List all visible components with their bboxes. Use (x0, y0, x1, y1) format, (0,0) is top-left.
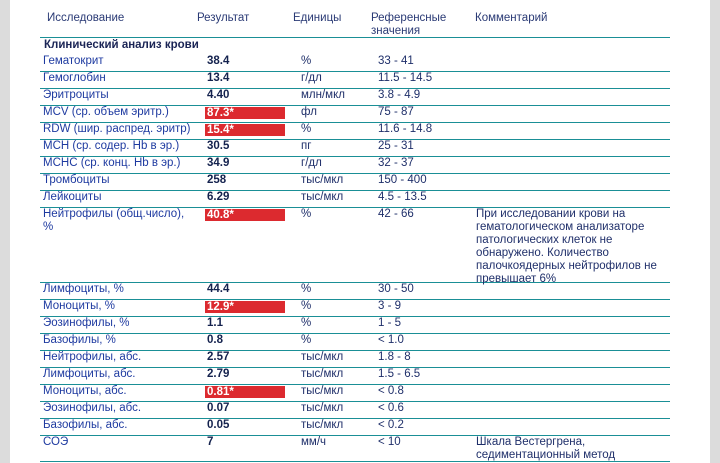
table-header (10, 12, 710, 38)
table-row (40, 367, 670, 385)
units: % (301, 334, 312, 346)
abnormal-result-value: 0.81* (205, 386, 285, 398)
lab-report-sheet (10, 0, 710, 463)
table-row (40, 139, 670, 157)
left-edge (0, 0, 10, 463)
result-value: 30.5 (207, 140, 230, 152)
table-row (40, 173, 670, 191)
test-name: Гематокрит (43, 55, 104, 67)
result-value: 2.57 (207, 351, 230, 363)
table-row (40, 88, 670, 106)
result-value: 258 (207, 174, 227, 186)
col-header-test: Исследование (47, 12, 125, 24)
test-name: Эозинофилы, % (43, 317, 130, 329)
reference-range: < 0.2 (378, 419, 404, 431)
reference-range: 11.5 - 14.5 (378, 72, 433, 84)
right-edge (710, 0, 720, 463)
reference-range: 42 - 66 (378, 208, 414, 220)
bottom-rule (40, 461, 670, 462)
reference-range: 25 - 31 (378, 140, 414, 152)
test-name: СОЭ (43, 436, 69, 448)
result-value: 7 (207, 436, 214, 448)
test-name: RDW (шир. распред. эритр) (43, 123, 191, 135)
result-value: 4.40 (207, 89, 230, 101)
table-row (40, 418, 670, 436)
units: тыс/мкл (301, 419, 344, 431)
reference-range: < 0.6 (378, 402, 404, 414)
units: тыс/мкл (301, 385, 344, 397)
result-value: 13.4 (207, 72, 230, 84)
units: % (301, 208, 312, 220)
units: млн/мкл (301, 89, 345, 101)
test-name: Нейтрофилы, абс. (43, 351, 142, 363)
reference-range: < 0.8 (378, 385, 404, 397)
table-row (40, 384, 670, 402)
result-value: 44.4 (207, 283, 230, 295)
units: пг (301, 140, 312, 152)
test-name: Тромбоциты (43, 174, 110, 186)
test-name: Нейтрофилы (общ.число), % (43, 208, 185, 233)
reference-range: 1.5 - 6.5 (378, 368, 421, 380)
table-row (40, 156, 670, 174)
abnormal-result-value: 15.4* (205, 124, 285, 136)
result-value: 0.8 (207, 334, 223, 346)
reference-range: 150 - 400 (378, 174, 427, 186)
abnormal-result-value: 87.3* (205, 107, 285, 119)
test-name: Лейкоциты (43, 191, 102, 203)
units: % (301, 55, 312, 67)
test-name: MCH (ср. содер. Hb в эр.) (43, 140, 180, 152)
reference-range: < 1.0 (378, 334, 404, 346)
col-header-result: Результат (197, 12, 250, 24)
reference-range: 11.6 - 14.8 (378, 123, 433, 135)
units: тыс/мкл (301, 351, 344, 363)
test-name: Моноциты, абс. (43, 385, 127, 397)
reference-range: 30 - 50 (378, 283, 414, 295)
reference-range: < 10 (378, 436, 401, 448)
col-header-units: Единицы (293, 12, 342, 24)
test-name: Эритроциты (43, 89, 109, 101)
table-row (40, 105, 670, 123)
table-row (40, 401, 670, 419)
reference-range: 3.8 - 4.9 (378, 89, 421, 101)
test-name: Базофилы, % (43, 334, 116, 346)
result-value: 0.07 (207, 402, 230, 414)
units: фл (301, 106, 317, 118)
table-row (40, 190, 670, 208)
comment: При исследовании крови на гематологическом анализаторе патологических клеток не обнаружено. Количество палочкоядерных нейтрофилов не превышает 6% (476, 208, 657, 285)
col-header-reference: Референсные значения (371, 12, 447, 37)
test-name: Гемоглобин (43, 72, 106, 84)
reference-range: 4.5 - 13.5 (378, 191, 427, 203)
table-row (40, 122, 670, 140)
abnormal-result-value: 40.8* (205, 209, 285, 221)
header-rule (40, 37, 670, 38)
reference-range: 3 - 9 (378, 300, 402, 312)
table-row (40, 54, 670, 72)
table-row (40, 282, 670, 300)
comment: Шкала Вестергрена, седиментационный метод (476, 436, 616, 461)
test-name: MCV (ср. объем эритр.) (43, 106, 169, 118)
test-name: Лимфоциты, абс. (43, 368, 136, 380)
reference-range: 1.8 - 8 (378, 351, 411, 363)
result-value: 38.4 (207, 55, 230, 67)
units: мм/ч (301, 436, 326, 448)
table-row (40, 316, 670, 334)
units: % (301, 317, 312, 329)
units: тыс/мкл (301, 191, 344, 203)
table-row (40, 333, 670, 351)
col-header-comment: Комментарий (475, 12, 548, 24)
units: г/дл (301, 72, 322, 84)
units: % (301, 283, 312, 295)
table-row (40, 299, 670, 317)
test-name: Эозинофилы, абс. (43, 402, 142, 414)
reference-range: 1 - 5 (378, 317, 402, 329)
units: тыс/мкл (301, 368, 344, 380)
result-value: 6.29 (207, 191, 230, 203)
table-row (40, 350, 670, 368)
result-value: 1.1 (207, 317, 223, 329)
result-value: 2.79 (207, 368, 230, 380)
table-row (40, 435, 670, 462)
test-name: Лимфоциты, % (43, 283, 124, 295)
test-name: Базофилы, абс. (43, 419, 128, 431)
abnormal-result-value: 12.9* (205, 301, 285, 313)
result-value: 0.05 (207, 419, 230, 431)
test-name: Моноциты, % (43, 300, 116, 312)
section-title: Клинический анализ крови (44, 39, 199, 51)
test-name: MCHC (ср. конц. Hb в эр.) (43, 157, 181, 169)
units: % (301, 300, 312, 312)
result-value: 34.9 (207, 157, 230, 169)
units: г/дл (301, 157, 322, 169)
units: тыс/мкл (301, 174, 344, 186)
reference-range: 75 - 87 (378, 106, 414, 118)
reference-range: 32 - 37 (378, 157, 414, 169)
table-row (40, 207, 670, 283)
table-row (40, 71, 670, 89)
units: тыс/мкл (301, 402, 344, 414)
units: % (301, 123, 312, 135)
reference-range: 33 - 41 (378, 55, 414, 67)
